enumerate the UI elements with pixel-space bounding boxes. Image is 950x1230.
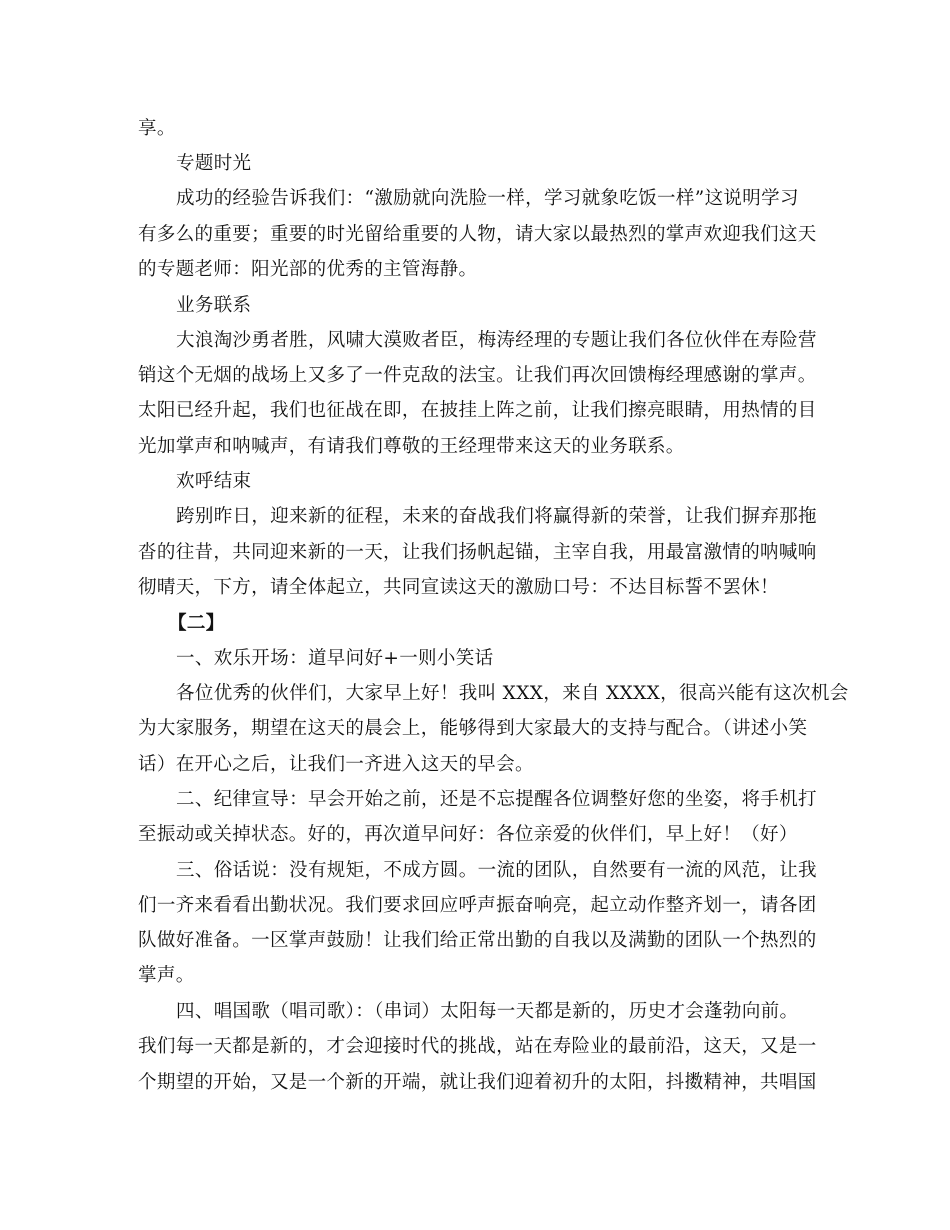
paragraph-line: 大浪淘沙勇者胜，风啸大漠败者臣，梅涛经理的专题让我们各位伙伴在寿险营 bbox=[176, 330, 817, 351]
paragraph-line: 至振动或关掉状态。好的，再次道早问好：各位亲爱的伙伴们，早上好！（好） bbox=[138, 824, 798, 845]
paragraph-line: 队做好准备。一区掌声鼓励！让我们给正常出勤的自我以及满勤的团队一个热烈的 bbox=[138, 930, 817, 951]
paragraph-line: 有多么的重要；重要的时光留给重要的人物，请大家以最热烈的掌声欢迎我们这天 bbox=[138, 224, 817, 245]
section-heading: 业务联系 bbox=[176, 295, 252, 316]
paragraph-line: 彻晴天，下方，请全体起立，共同宣读这天的激励口号：不达目标誓不罢休！ bbox=[138, 577, 779, 598]
paragraph-line: 销这个无烟的战场上又多了一件克敌的法宝。让我们再次回馈梅经理感谢的掌声。 bbox=[138, 365, 817, 386]
paragraph-line: 沓的往昔，共同迎来新的一天，让我们扬帆起锚，主宰自我，用最富激情的呐喊响 bbox=[138, 542, 817, 563]
paragraph-line: 跨别昨日，迎来新的征程，未来的奋战我们将赢得新的荣誉，让我们摒弃那拖 bbox=[176, 506, 817, 527]
paragraph-line: 各位优秀的伙伴们，大家早上好！我叫 XXX，来自 XXXX，很高兴能有这次机会 bbox=[176, 683, 849, 704]
paragraph-line: 掌声。 bbox=[138, 965, 195, 986]
paragraph-line: 的专题老师：阳光部的优秀的主管海静。 bbox=[138, 259, 478, 280]
section-heading: 专题时光 bbox=[176, 153, 252, 174]
paragraph-line: 为大家服务，期望在这天的晨会上，能够得到大家最大的支持与配合。（讲述小笑 bbox=[138, 718, 808, 739]
paragraph-line: 二、纪律宣导：早会开始之前，还是不忘提醒各位调整好您的坐姿，将手机打 bbox=[176, 789, 817, 810]
paragraph-line: 四、唱国歌（唱司歌）：（串词）太阳每一天都是新的，历史才会蓬勃向前。 bbox=[176, 1001, 799, 1022]
paragraph-line: 成功的经验告诉我们：“激励就向洗脸一样，学习就象吃饭一样”这说明学习 bbox=[176, 188, 799, 209]
paragraph-line: 们一齐来看看出勤状况。我们要求回应呼声振奋响亮，起立动作整齐划一，请各团 bbox=[138, 895, 817, 916]
section-heading: 一、欢乐开场：道早问好+一则小笑话 bbox=[176, 648, 494, 669]
paragraph-line: 我们每一天都是新的，才会迎接时代的挑战，站在寿险业的最前沿，这天，又是一 bbox=[138, 1036, 817, 1057]
section-marker: 【二】 bbox=[168, 613, 225, 634]
paragraph-line: 享。 bbox=[138, 118, 176, 139]
paragraph-line: 个期望的开始，又是一个新的开端，就让我们迎着初升的太阳，抖擞精神，共唱国 bbox=[138, 1072, 817, 1093]
paragraph-line: 光加掌声和呐喊声，有请我们尊敬的王经理带来这天的业务联系。 bbox=[138, 436, 685, 457]
paragraph-line: 话）在开心之后，让我们一齐进入这天的早会。 bbox=[138, 754, 534, 775]
paragraph-line: 三、俗话说：没有规矩，不成方圆。一流的团队，自然要有一流的风范，让我 bbox=[176, 860, 817, 881]
paragraph-line: 太阳已经升起，我们也征战在即，在披挂上阵之前，让我们擦亮眼睛，用热情的目 bbox=[138, 400, 817, 421]
section-heading: 欢呼结束 bbox=[176, 471, 252, 492]
